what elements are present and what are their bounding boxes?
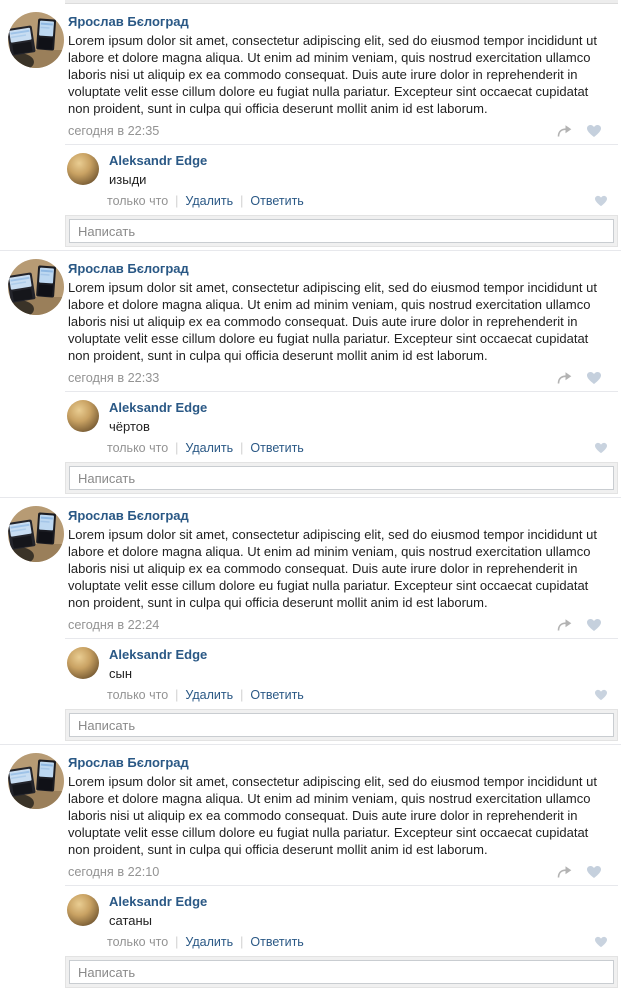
heart-icon xyxy=(594,936,608,948)
comment-section xyxy=(65,638,618,741)
heart-icon xyxy=(594,195,608,207)
post-author-avatar[interactable] xyxy=(8,12,64,68)
comment-body xyxy=(109,153,618,188)
comment-delete-link[interactable]: Удалить xyxy=(185,935,234,949)
post-author-avatar[interactable] xyxy=(8,753,64,809)
post-actions xyxy=(556,618,610,632)
post-author-avatar[interactable] xyxy=(8,506,64,562)
desk-phones-photo xyxy=(8,259,64,315)
share-button[interactable] xyxy=(556,618,573,632)
post-head xyxy=(8,259,618,387)
reply-box xyxy=(65,956,618,988)
comment-timestamp: только что xyxy=(107,688,169,702)
post-content xyxy=(68,12,618,140)
comment-section xyxy=(65,391,618,494)
comment-reply-link[interactable]: Ответить xyxy=(250,441,304,455)
heart-icon xyxy=(594,442,608,454)
like-button[interactable] xyxy=(586,124,602,138)
post-author-link[interactable]: Ярослав Бєлоград xyxy=(68,755,189,770)
comment-text: сатаны xyxy=(109,913,153,928)
post-content xyxy=(68,753,618,881)
wall-feed xyxy=(0,4,621,991)
meta-separator: | xyxy=(175,441,179,455)
post xyxy=(0,4,621,251)
comment-like-button[interactable] xyxy=(594,689,608,701)
post xyxy=(0,745,621,991)
post-actions xyxy=(556,124,610,138)
desk-phones-photo xyxy=(8,753,64,809)
post-head xyxy=(8,753,618,881)
comment-delete-link[interactable]: Удалить xyxy=(185,194,234,208)
comment-meta xyxy=(107,687,618,703)
comment-author-link[interactable]: Aleksandr Edge xyxy=(109,894,208,909)
post-author-link[interactable]: Ярослав Бєлоград xyxy=(68,14,189,29)
comment-text: чёртов xyxy=(109,419,150,434)
write-comment-input[interactable] xyxy=(69,960,614,984)
write-comment-input[interactable] xyxy=(69,713,614,737)
post-timestamp[interactable]: сегодня в 22:24 xyxy=(68,618,160,632)
comment-author-link[interactable]: Aleksandr Edge xyxy=(109,647,208,662)
post-timestamp[interactable]: сегодня в 22:35 xyxy=(68,124,160,138)
share-arrow-icon xyxy=(556,124,573,138)
post-timestamp[interactable]: сегодня в 22:33 xyxy=(68,371,160,385)
post-text: Lorem ipsum dolor sit amet, consectetur adipiscing elit, sed do eiusmod tempor incididunt ut labore et dolore magna aliqua. Ut enim ad minim veniam, quis nostrud exercitation ullamco laboris nisi ut aliquip ex ea commodo consequat. Duis aute irure dolor in reprehenderit in voluptate velit esse cillum dolore eu fugiat nulla pariatur. Excepteur sint occaecat cupidatat non proident, sunt in culpa qui officia deserunt mollit anim id est laborum. xyxy=(68,33,597,116)
meta-separator: | xyxy=(240,935,244,949)
post-timestamp[interactable]: сегодня в 22:10 xyxy=(68,865,160,879)
post-content xyxy=(68,506,618,634)
comment-meta xyxy=(107,440,618,456)
comment-author-avatar[interactable] xyxy=(67,400,99,432)
post-author-link[interactable]: Ярослав Бєлоград xyxy=(68,508,189,523)
post-author-link[interactable]: Ярослав Бєлоград xyxy=(68,261,189,276)
post-footer xyxy=(68,122,610,140)
post-text: Lorem ipsum dolor sit amet, consectetur adipiscing elit, sed do eiusmod tempor incididunt ut labore et dolore magna aliqua. Ut enim ad minim veniam, quis nostrud exercitation ullamco laboris nisi ut aliquip ex ea commodo consequat. Duis aute irure dolor in reprehenderit in voluptate velit esse cillum dolore eu fugiat nulla pariatur. Excepteur sint occaecat cupidatat non proident, sunt in culpa qui officia deserunt mollit anim id est laborum. xyxy=(68,774,597,857)
share-button[interactable] xyxy=(556,371,573,385)
comment-body xyxy=(109,894,618,929)
post-head xyxy=(8,12,618,140)
meta-separator: | xyxy=(240,194,244,208)
comment-reply-link[interactable]: Ответить xyxy=(250,194,304,208)
comment-text: изыди xyxy=(109,172,147,187)
write-comment-input[interactable] xyxy=(69,466,614,490)
meta-separator: | xyxy=(175,935,179,949)
post-text: Lorem ipsum dolor sit amet, consectetur adipiscing elit, sed do eiusmod tempor incididunt ut labore et dolore magna aliqua. Ut enim ad minim veniam, quis nostrud exercitation ullamco laboris nisi ut aliquip ex ea commodo consequat. Duis aute irure dolor in reprehenderit in voluptate velit esse cillum dolore eu fugiat nulla pariatur. Excepteur sint occaecat cupidatat non proident, sunt in culpa qui officia deserunt mollit anim id est laborum. xyxy=(68,280,597,363)
desk-phones-photo xyxy=(8,506,64,562)
desk-phones-photo xyxy=(8,12,64,68)
share-arrow-icon xyxy=(556,371,573,385)
comment-delete-link[interactable]: Удалить xyxy=(185,688,234,702)
post-actions xyxy=(556,865,610,879)
post xyxy=(0,498,621,745)
share-button[interactable] xyxy=(556,124,573,138)
comment-text: сын xyxy=(109,666,133,681)
heart-icon xyxy=(586,124,602,138)
comment-body xyxy=(109,647,618,682)
share-button[interactable] xyxy=(556,865,573,879)
comment-body xyxy=(109,400,618,435)
post-head xyxy=(8,506,618,634)
comment-meta xyxy=(107,934,618,950)
meta-separator: | xyxy=(175,688,179,702)
write-comment-input[interactable] xyxy=(69,219,614,243)
heart-icon xyxy=(586,618,602,632)
comment-author-link[interactable]: Aleksandr Edge xyxy=(109,153,208,168)
heart-icon xyxy=(586,371,602,385)
comment-reply-link[interactable]: Ответить xyxy=(250,688,304,702)
meta-separator: | xyxy=(240,688,244,702)
heart-icon xyxy=(586,865,602,879)
share-arrow-icon xyxy=(556,865,573,879)
comment-section xyxy=(65,144,618,247)
post-content xyxy=(68,259,618,387)
comment xyxy=(65,886,618,929)
comment-timestamp: только что xyxy=(107,935,169,949)
comment-like-button[interactable] xyxy=(594,936,608,948)
reply-box xyxy=(65,215,618,247)
post-footer xyxy=(68,616,610,634)
comment-author-avatar[interactable] xyxy=(67,894,99,926)
comment-timestamp: только что xyxy=(107,441,169,455)
comment xyxy=(65,145,618,188)
comment-author-link[interactable]: Aleksandr Edge xyxy=(109,400,208,415)
post-text: Lorem ipsum dolor sit amet, consectetur adipiscing elit, sed do eiusmod tempor incididunt ut labore et dolore magna aliqua. Ut enim ad minim veniam, quis nostrud exercitation ullamco laboris nisi ut aliquip ex ea commodo consequat. Duis aute irure dolor in reprehenderit in voluptate velit esse cillum dolore eu fugiat nulla pariatur. Excepteur sint occaecat cupidatat non proident, sunt in culpa qui officia deserunt mollit anim id est laborum. xyxy=(68,527,597,610)
comment-author-avatar[interactable] xyxy=(67,153,99,185)
meta-separator: | xyxy=(175,194,179,208)
post-author-avatar[interactable] xyxy=(8,259,64,315)
comment-author-avatar[interactable] xyxy=(67,647,99,679)
like-button[interactable] xyxy=(586,371,602,385)
comment-reply-link[interactable]: Ответить xyxy=(250,935,304,949)
reply-box xyxy=(65,462,618,494)
comment-delete-link[interactable]: Удалить xyxy=(185,441,234,455)
like-button[interactable] xyxy=(586,618,602,632)
post-footer xyxy=(68,863,610,881)
comment-meta xyxy=(107,193,618,209)
like-button[interactable] xyxy=(586,865,602,879)
meta-separator: | xyxy=(240,441,244,455)
post-actions xyxy=(556,371,610,385)
post-footer xyxy=(68,369,610,387)
comment-like-button[interactable] xyxy=(594,442,608,454)
heart-icon xyxy=(594,689,608,701)
reply-box xyxy=(65,709,618,741)
comment-section xyxy=(65,885,618,988)
comment-like-button[interactable] xyxy=(594,195,608,207)
post xyxy=(0,251,621,498)
comment xyxy=(65,639,618,682)
comment xyxy=(65,392,618,435)
share-arrow-icon xyxy=(556,618,573,632)
comment-timestamp: только что xyxy=(107,194,169,208)
